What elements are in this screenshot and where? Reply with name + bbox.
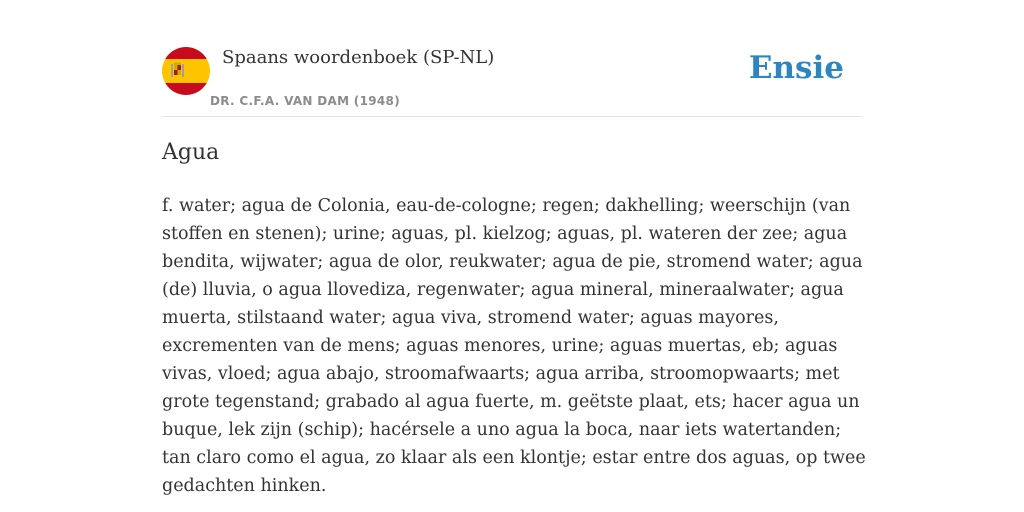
entry-title: Agua [162,140,220,165]
dictionary-title[interactable]: Spaans woordenboek (SP-NL) [222,47,495,68]
dictionary-author: DR. C.F.A. VAN DAM (1948) [210,94,400,108]
spain-flag-icon [162,47,210,95]
entry-definition: f. water; agua de Colonia, eau-de-cologne; regen; dakhelling; weerschijn (van stoffen en stenen); urine; aguas, pl. kielzog; aguas, pl. wateren der zee; agua bendita, wijwater; agua de olor, reukwater; agua de pie, stromend water; agua (de) lluvia, o agua llovediza, regenwater; agua mineral, mineraalwater; agua muerta, stilstaand water; agua viva, stromend water; aguas mayores, excrementen van de mens; aguas menores, urine; aguas muertas, eb; aguas vivas, vloed; agua abajo, stroomafwaarts; agua arriba, stroomopwaarts; met grote tegenstand; grabado al agua fuerte, m. geëtste plaat, ets; hacer agua un buque, lek zijn (schip); hacérsele a uno agua la boca, naar iets watertanden; tan claro como el agua, zo klaar als een klontje; estar entre dos aguas, op twee gedachten hinken. [162,196,866,496]
dictionary-header [162,44,862,117]
ensie-logo[interactable]: Ensie [748,50,844,86]
